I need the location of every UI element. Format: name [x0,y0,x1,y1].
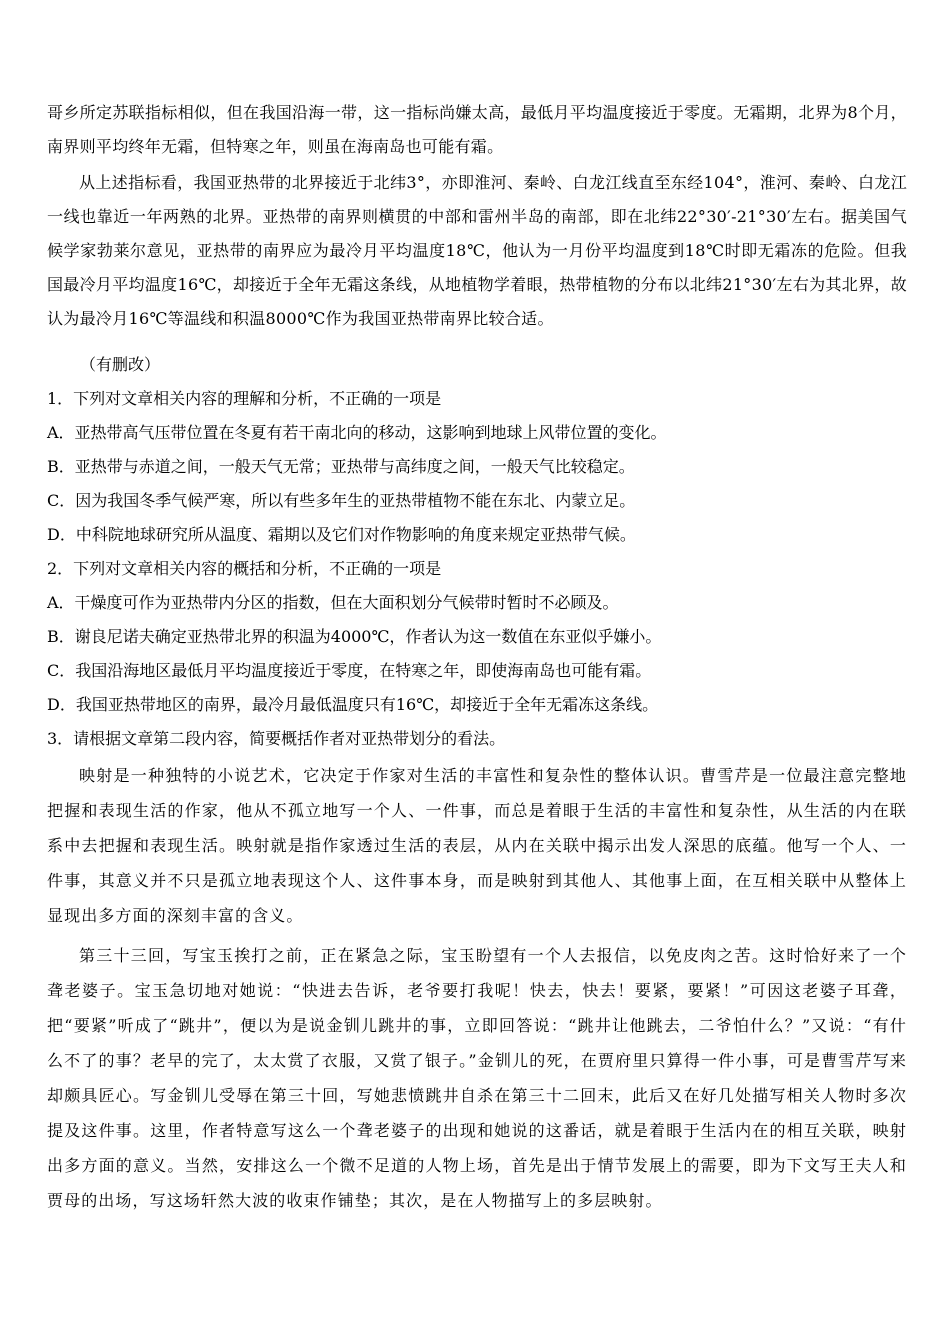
passage2-paragraph-intro: 映射是一种独特的小说艺术，它决定于作家对生活的丰富性和复杂性的整体认识。曹雪芹是一位最注意完整地把握和表现生活的作家，他从不孤立地写一个人、一件事，而总是着眼于生活的丰富性和复杂性，从生活的内在联系中去把握和表现生活。映射就是指作家透过生活的表层，从内在关联中揭示出发人深思的底蕴。他写一个人、一件事，其意义并不只是孤立地表现这个人、这件事本身，而是映射到其他人、其他事上面，在互相关联中从整体上显现出多方面的深刻丰富的含义。 [47,766,907,925]
question-2-option-b: B．谢良尼诺夫确定亚热带北界的积温为4000℃，作者认为这一数值在东亚似乎嫌小。 [47,627,662,646]
question-1-option-d: D．中科院地球研究所从温度、霜期以及它们对作物影响的角度来规定亚热带气候。 [47,525,636,544]
edit-note: （有删改） [80,355,161,374]
question-2-option-a: A．干燥度可作为亚热带内分区的指数，但在大面积划分气候带时暂时不必顾及。 [47,593,619,612]
question-2-option-c: C．我国沿海地区最低月平均温度接近于零度，在特寒之年，即使海南岛也可能有霜。 [47,661,652,680]
question-1-option-c: C．因为我国冬季气候严寒，所以有些多年生的亚热带植物不能在东北、内蒙立足。 [47,491,636,510]
question-3-stem: 3．请根据文章第二段内容，简要概括作者对亚热带划分的看法。 [47,729,506,748]
passage1-paragraph-continued: 哥乡所定苏联指标相似，但在我国沿海一带，这一指标尚嫌太高，最低月平均温度接近于零度。无霜期，北界为8个月，南界则平均终年无霜，但特寒之年，则虽在海南岛也可能有霜。 [47,103,907,156]
question-1-option-b: B．亚热带与赤道之间，一般天气无常；亚热带与高纬度之间，一般天气比较稳定。 [47,457,635,476]
question-1-option-a: A．亚热带高气压带位置在冬夏有若干南北向的移动，这影响到地球上风带位置的变化。 [47,423,667,442]
question-2-stem: 2．下列对文章相关内容的概括和分析，不正确的一项是 [47,559,442,578]
passage1-paragraph-indicators: 从上述指标看，我国亚热带的北界接近于北纬3°，亦即淮河、秦岭、白龙江线直至东经104°，淮河、秦岭、白龙江一线也靠近一年两熟的北界。亚热带的南界则横贯的中部和雷州半岛的南部，即在北纬22°30′-21°30′左右。据美国气候学家勃莱尔意见，亚热带的南界应为最冷月平均温度18℃，他认为一月份平均温度到18℃时即无霜冻的危险。但我国最冷月平均温度16℃，却接近于全年无霜这条线，从地植物学着眼，热带植物的分布以北纬21°30′左右为其北界，故认为最冷月16℃等温线和积温8000℃作为我国亚热带南界比较合适。 [47,173,907,328]
question-2-option-d: D．我国亚热带地区的南界，最冷月最低温度只有16℃，却接近于全年无霜冻这条线。 [47,695,659,714]
passage2-paragraph-example: 第三十三回，写宝玉挨打之前，正在紧急之际，宝玉盼望有一个人去报信，以免皮肉之苦。这时恰好来了一个聋老婆子。宝玉急切地对她说：“快进去告诉，老爷要打我呢！快去，快去！要紧，要紧！”可因这老婆子耳聋，把“要紧”听成了“跳井”，便以为是说金钏儿跳井的事，立即回答说：“跳井让他跳去，二爷怕什么？”又说：“有什么不了的事？老早的完了，太太赏了衣服，又赏了银子。”金钏儿的死，在贾府里只算得一件小事，可是曹雪芹写来却颇具匠心。写金钏儿受辱在第三十回，写她悲愤跳井自杀在第三十二回末，此后又在好几处描写相关人物时多次提及这件事。这里，作者特意写这么一个聋老婆子的出现和她说的这番话，就是着眼于生活内在的相互关联，映射出多方面的意义。当然，安排这么一个微不足道的人物上场，首先是出于情节发展上的需要，即为下文写王夫人和贾母的出场，写这场轩然大波的收束作铺垫；其次，是在人物描写上的多层映射。 [47,946,907,1210]
question-1-stem: 1．下列对文章相关内容的理解和分析，不正确的一项是 [47,389,442,408]
